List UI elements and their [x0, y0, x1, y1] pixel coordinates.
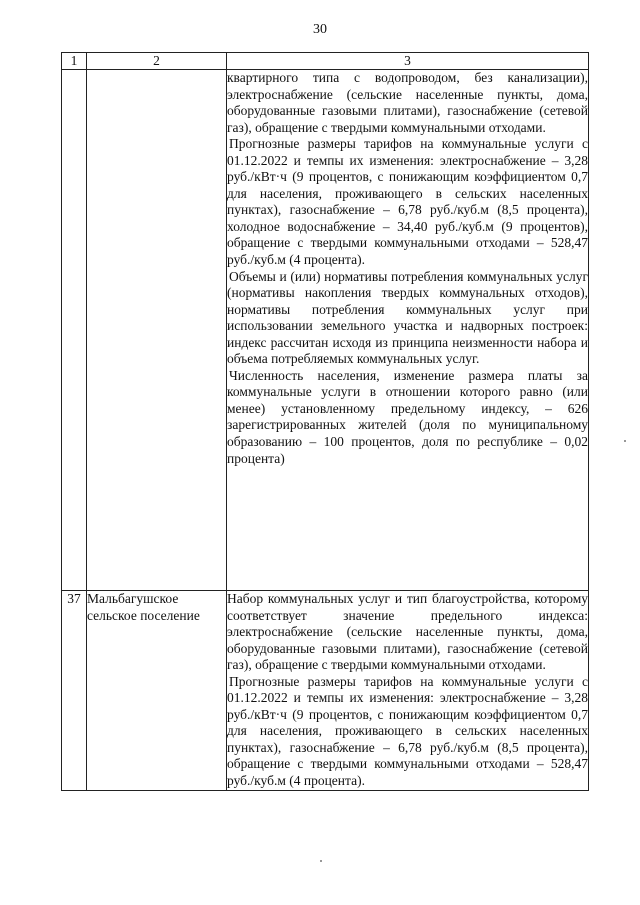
content-paragraph: Объемы и (или) нормативы потребления коммунальных услуг (нормативы накопления твердых коммунальных отходов), нормативы потребления коммунальных услуг при использовании земельного участка и надворных построек: индекс рассчитан исходя из принципа неизменности набора и объема потребляемых коммунальных услуг. [227, 268, 588, 367]
content-paragraph: Численность населения, изменение размера платы за коммунальные услуги в отношении которого равно (или менее) установленному предельному индексу, – 626 зарегистрированных жителей (доля по муниципальному образованию – 100 процентов, доля по республике – 0,02 процента) [227, 367, 588, 466]
table-row [62, 70, 589, 591]
scan-speck [320, 860, 322, 862]
content-paragraph: Прогнозные размеры тарифов на коммунальные услуги с 01.12.2022 и темпы их изменения: электроснабжение – 3,28 руб./кВт·ч (9 процентов, с понижающим коэффициентом 0,7 для населения, проживающего в сельских населенных пунктах), газоснабжение – 6,78 руб./куб.м (8,5 процента), холодное водоснабжение – 34,40 руб./куб.м (9 процентов), обращение с твердыми коммунальными отходами – 528,47 руб./куб.м (4 процента). [227, 136, 588, 268]
row-number [62, 70, 87, 591]
column-header-2: 2 [87, 53, 227, 70]
page-number: 30 [313, 22, 327, 37]
content-paragraph: квартирного типа с водопроводом, без канализации), электроснабжение (сельские населенные пункты, дома, оборудованные газовыми плитами), газоснабжение (сетевой газ), обращение с твердыми коммунальными отходами. [227, 70, 588, 135]
settlement-name: Мальбагушское сельское поселение [87, 591, 227, 791]
content-paragraph: Набор коммунальных услуг и тип благоустройства, которому соответствует значение предельного индекса: электроснабжение (сельские населенные пункты, дома, оборудованные газовыми плитами), газоснабжение (сетевой газ), обращение с твердыми коммунальными отходами. [227, 591, 588, 673]
table-row [62, 591, 589, 791]
column-header-3: 3 [227, 53, 589, 70]
column-header-1: 1 [62, 53, 87, 70]
row-content [227, 70, 589, 591]
table-header-row [62, 53, 589, 70]
row-number: 37 [62, 591, 87, 791]
document-table [61, 52, 589, 791]
scan-speck [624, 440, 626, 442]
content-paragraph: Прогнозные размеры тарифов на коммунальные услуги с 01.12.2022 и темпы их изменения: электроснабжение – 3,28 руб./кВт·ч (9 процентов, с понижающим коэффициентом 0,7 для населения, проживающего в сельских населенных пунктах), газоснабжение – 6,78 руб./куб.м (8,5 процента), обращение с твердыми коммунальными отходами – 528,47 руб./куб.м (4 процента). [227, 673, 588, 789]
row-content [227, 591, 589, 791]
settlement-name [87, 70, 227, 591]
